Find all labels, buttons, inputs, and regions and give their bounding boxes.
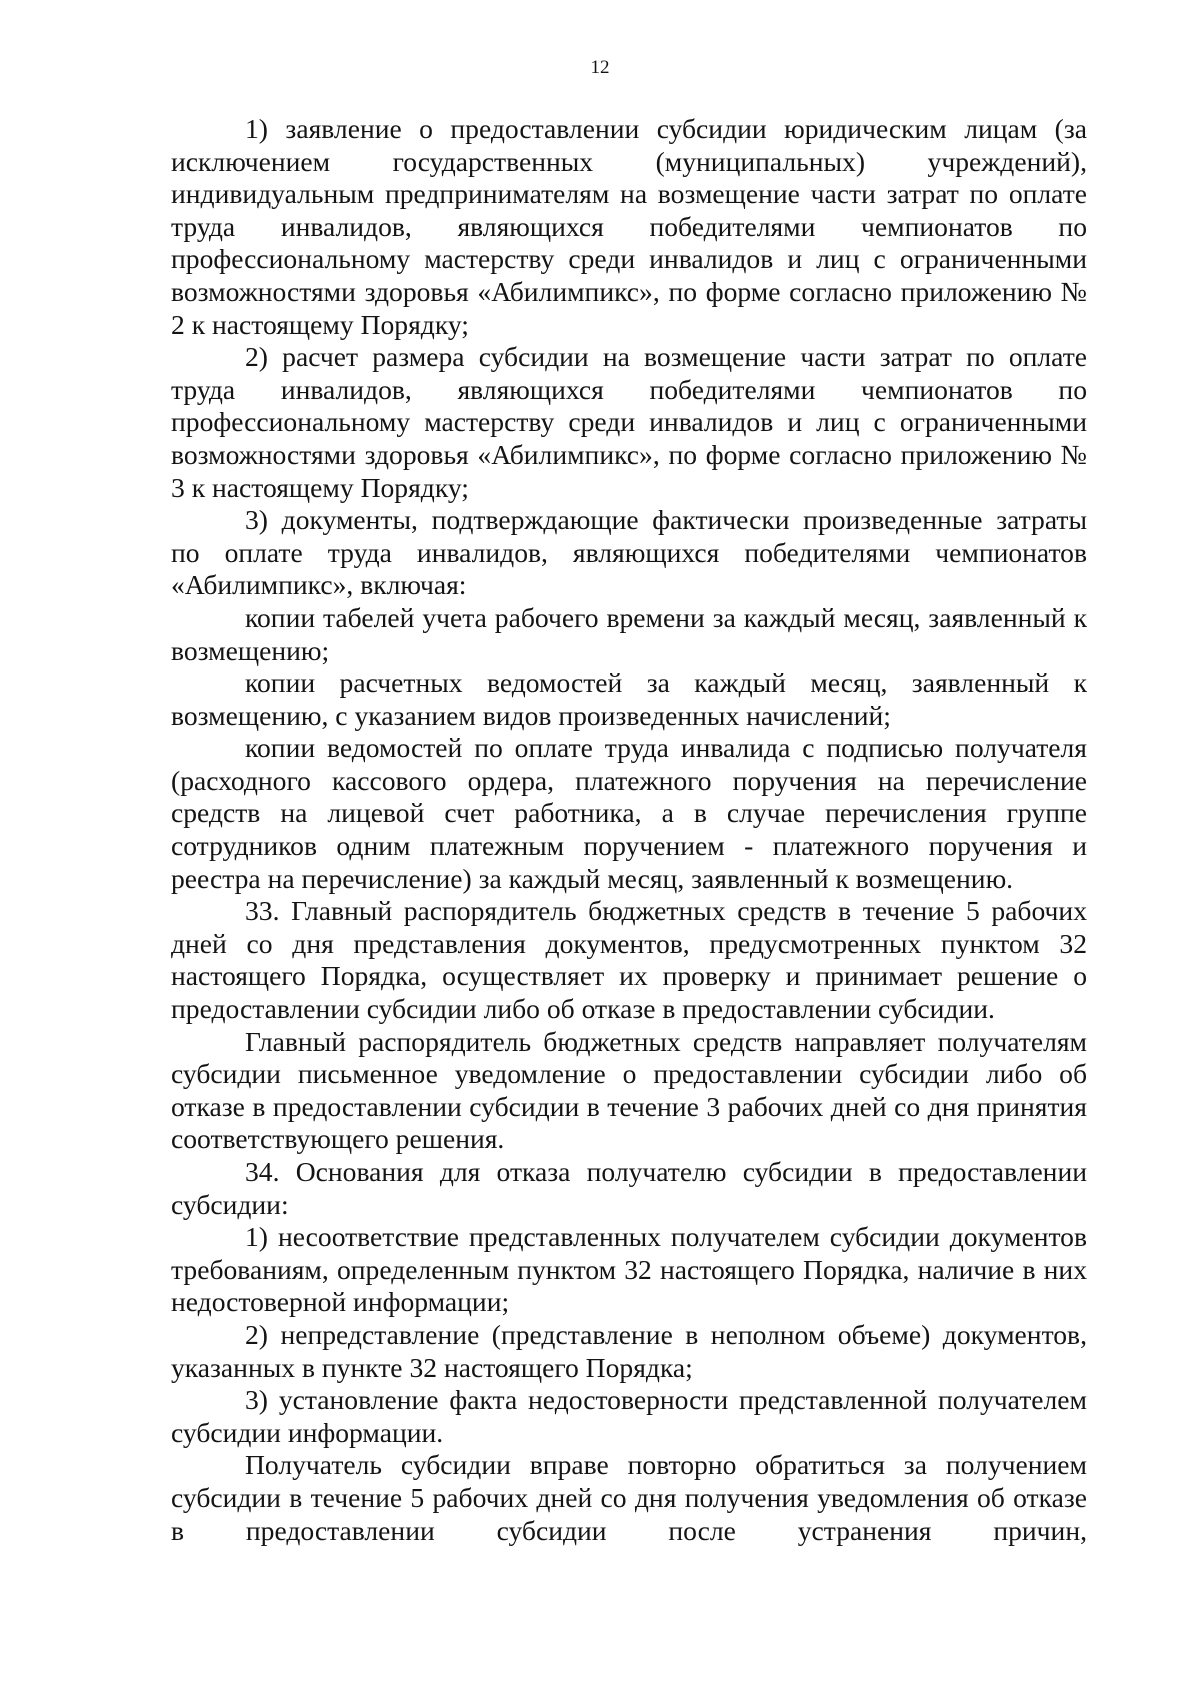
paragraph-item-3-documents: 3) документы, подтверждающие фактически произведенные затраты по оплате труда инвалидов, являющихся победителями чемпионатов «Абилимпикс», включая: — [171, 504, 1087, 601]
paragraph-item-2-calculation: 2) расчет размера субсидии на возмещение части затрат по оплате труда инвалидов, являющихся победителями чемпионатов по профессиональному мастерству среди инвалидов и лиц с ограниченными возможностями здоровья «Абилимпикс», по форме согласно приложению № 3 к настоящему Порядку; — [171, 341, 1087, 503]
paragraph-clause-34: 34. Основания для отказа получателю субсидии в предоставлении субсидии: — [171, 1156, 1087, 1220]
paragraph-payroll-copies: копии расчетных ведомостей за каждый месяц, заявленный к возмещению, с указанием видов произведенных начислений; — [171, 667, 1087, 731]
paragraph-refusal-ground-1: 1) несоответствие представленных получателем субсидии документов требованиям, определенным пунктом 32 настоящего Порядка, наличие в них недостоверной информации; — [171, 1221, 1087, 1318]
paragraph-clause-33: 33. Главный распорядитель бюджетных средств в течение 5 рабочих дней со дня представления документов, предусмотренных пунктом 32 настоящего Порядка, осуществляет их проверку и принимает решение о предоставлении субсидии либо об отказе в предоставлении субсидии. — [171, 895, 1087, 1025]
paragraph-refusal-ground-2: 2) непредставление (представление в неполном объеме) документов, указанных в пункте 32 настоящего Порядка; — [171, 1318, 1087, 1383]
paragraph-refusal-ground-3: 3) установление факта недостоверности представленной получателем субсидии информации. — [171, 1384, 1087, 1448]
paragraph-wage-statement-copies: копии ведомостей по оплате труда инвалида с подписью получателя (расходного кассового ордера, платежного поручения на перечисление средств на лицевой счет работника, а в случае перечисления группе сотрудников одним платежным поручением - платежного поручения и реестра на перечисление) за каждый месяц, заявленный к возмещению. — [171, 732, 1087, 894]
paragraph-notification: Главный распорядитель бюджетных средств направляет получателям субсидии письменное уведомление о предоставлении субсидии либо об отказе в предоставлении субсидии в течение 3 рабочих дней со дня принятия соответствующего решения. — [171, 1025, 1087, 1155]
paragraph-reapplication: Получатель субсидии вправе повторно обратиться за получением субсидии в течение 5 рабочих дней со дня получения уведомления об отказе в предоставлении субсидии после устранения причин, — [171, 1449, 1087, 1546]
document-body — [171, 113, 1087, 1547]
page-number: 12 — [590, 57, 610, 78]
paragraph-item-1-application: 1) заявление о предоставлении субсидии юридическим лицам (за исключением государственных (муниципальных) учреждений), индивидуальным предпринимателям на возмещение части затрат по оплате труда инвалидов, являющихся победителями чемпионатов по профессиональному мастерству среди инвалидов и лиц с ограниченными возможностями здоровья «Абилимпикс», по форме согласно приложению № 2 к настоящему Порядку; — [171, 113, 1087, 340]
paragraph-timesheet-copies: копии табелей учета рабочего времени за каждый месяц, заявленный к возмещению; — [171, 601, 1087, 666]
